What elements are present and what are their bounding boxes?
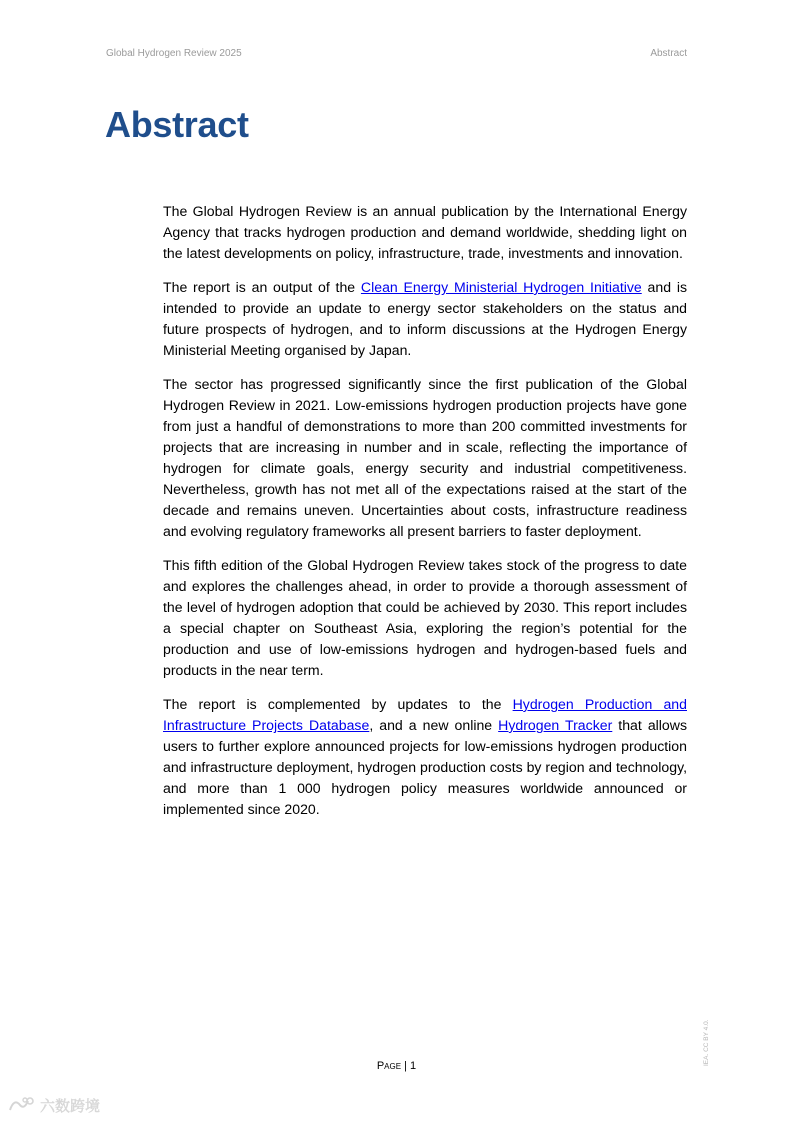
- page-label: Page: [376, 1060, 402, 1072]
- license-side-note: IEA. CC BY 4.0.: [703, 1019, 710, 1066]
- watermark-logo-icon: [8, 1096, 36, 1114]
- paragraph-text: and is intended to provide an update to energy sector stakeholders on the status and future prospects of hydrogen, and to inform discussions at the Hydrogen Energy Ministerial Meeting organised by Japan.: [163, 279, 687, 358]
- abstract-paragraph-4: This fifth edition of the Global Hydrogen Review takes stock of the progress to date and explores the challenges ahead, in order to provide a thorough assessment of the level of hydrogen adoption that could be achieved by 2030. This report includes a special chapter on Southeast Asia, exploring the region’s potential for the production and use of low-emissions hydrogen and hydrogen-based fuels and products in the near term.: [163, 557, 687, 678]
- page-footer: [0, 1060, 793, 1072]
- paragraph-text: that allows users to further explore announced projects for low-emissions hydrogen production and infrastructure deployment, hydrogen production costs by region and technology, and more than 1 000 hydrogen policy measures worldwide announced or implemented since 2020.: [163, 717, 687, 817]
- page-separator: |: [401, 1060, 411, 1072]
- header-publication-title: Global Hydrogen Review 2025: [106, 48, 242, 59]
- watermark-text: 六数跨境: [40, 1096, 101, 1115]
- abstract-body: [163, 201, 687, 833]
- paragraph-text: The report is complemented by updates to the: [163, 696, 513, 712]
- hydrogen-tracker-link[interactable]: Hydrogen Tracker: [498, 717, 613, 733]
- watermark: [8, 1094, 100, 1116]
- running-header: [106, 48, 687, 62]
- projects-database-link[interactable]: Hydrogen Production and Infrastructure Projects Database: [163, 696, 687, 733]
- page-title: Abstract: [105, 104, 249, 145]
- abstract-paragraph-2: [163, 277, 687, 361]
- page-number: 1: [410, 1060, 417, 1072]
- abstract-paragraph-3: The sector has progressed significantly since the first publication of the Global Hydrogen Review in 2021. Low-emissions hydrogen production projects have gone from just a handful of demonstrations to more than 200 committed investments for projects that are increasing in number and in scale, reflecting the importance of hydrogen for climate goals, energy security and industrial competitiveness. Nevertheless, growth has not met all of the expectations raised at the start of the decade and remains uneven. Uncertainties about costs, infrastructure readiness and evolving regulatory frameworks all present barriers to faster deployment.: [163, 376, 687, 539]
- paragraph-text: , and a new online: [369, 717, 499, 733]
- abstract-paragraph-5: [163, 694, 687, 820]
- clean-energy-ministerial-hydrogen-initiative-link[interactable]: Clean Energy Ministerial Hydrogen Initiative: [360, 279, 642, 295]
- header-section-name: Abstract: [650, 48, 687, 59]
- paragraph-text: The report is an output of the: [163, 279, 361, 295]
- abstract-paragraph-1: The Global Hydrogen Review is an annual publication by the International Energy Agency that tracks hydrogen production and demand worldwide, shedding light on the latest developments on policy, infrastructure, trade, investments and innovation.: [163, 203, 687, 261]
